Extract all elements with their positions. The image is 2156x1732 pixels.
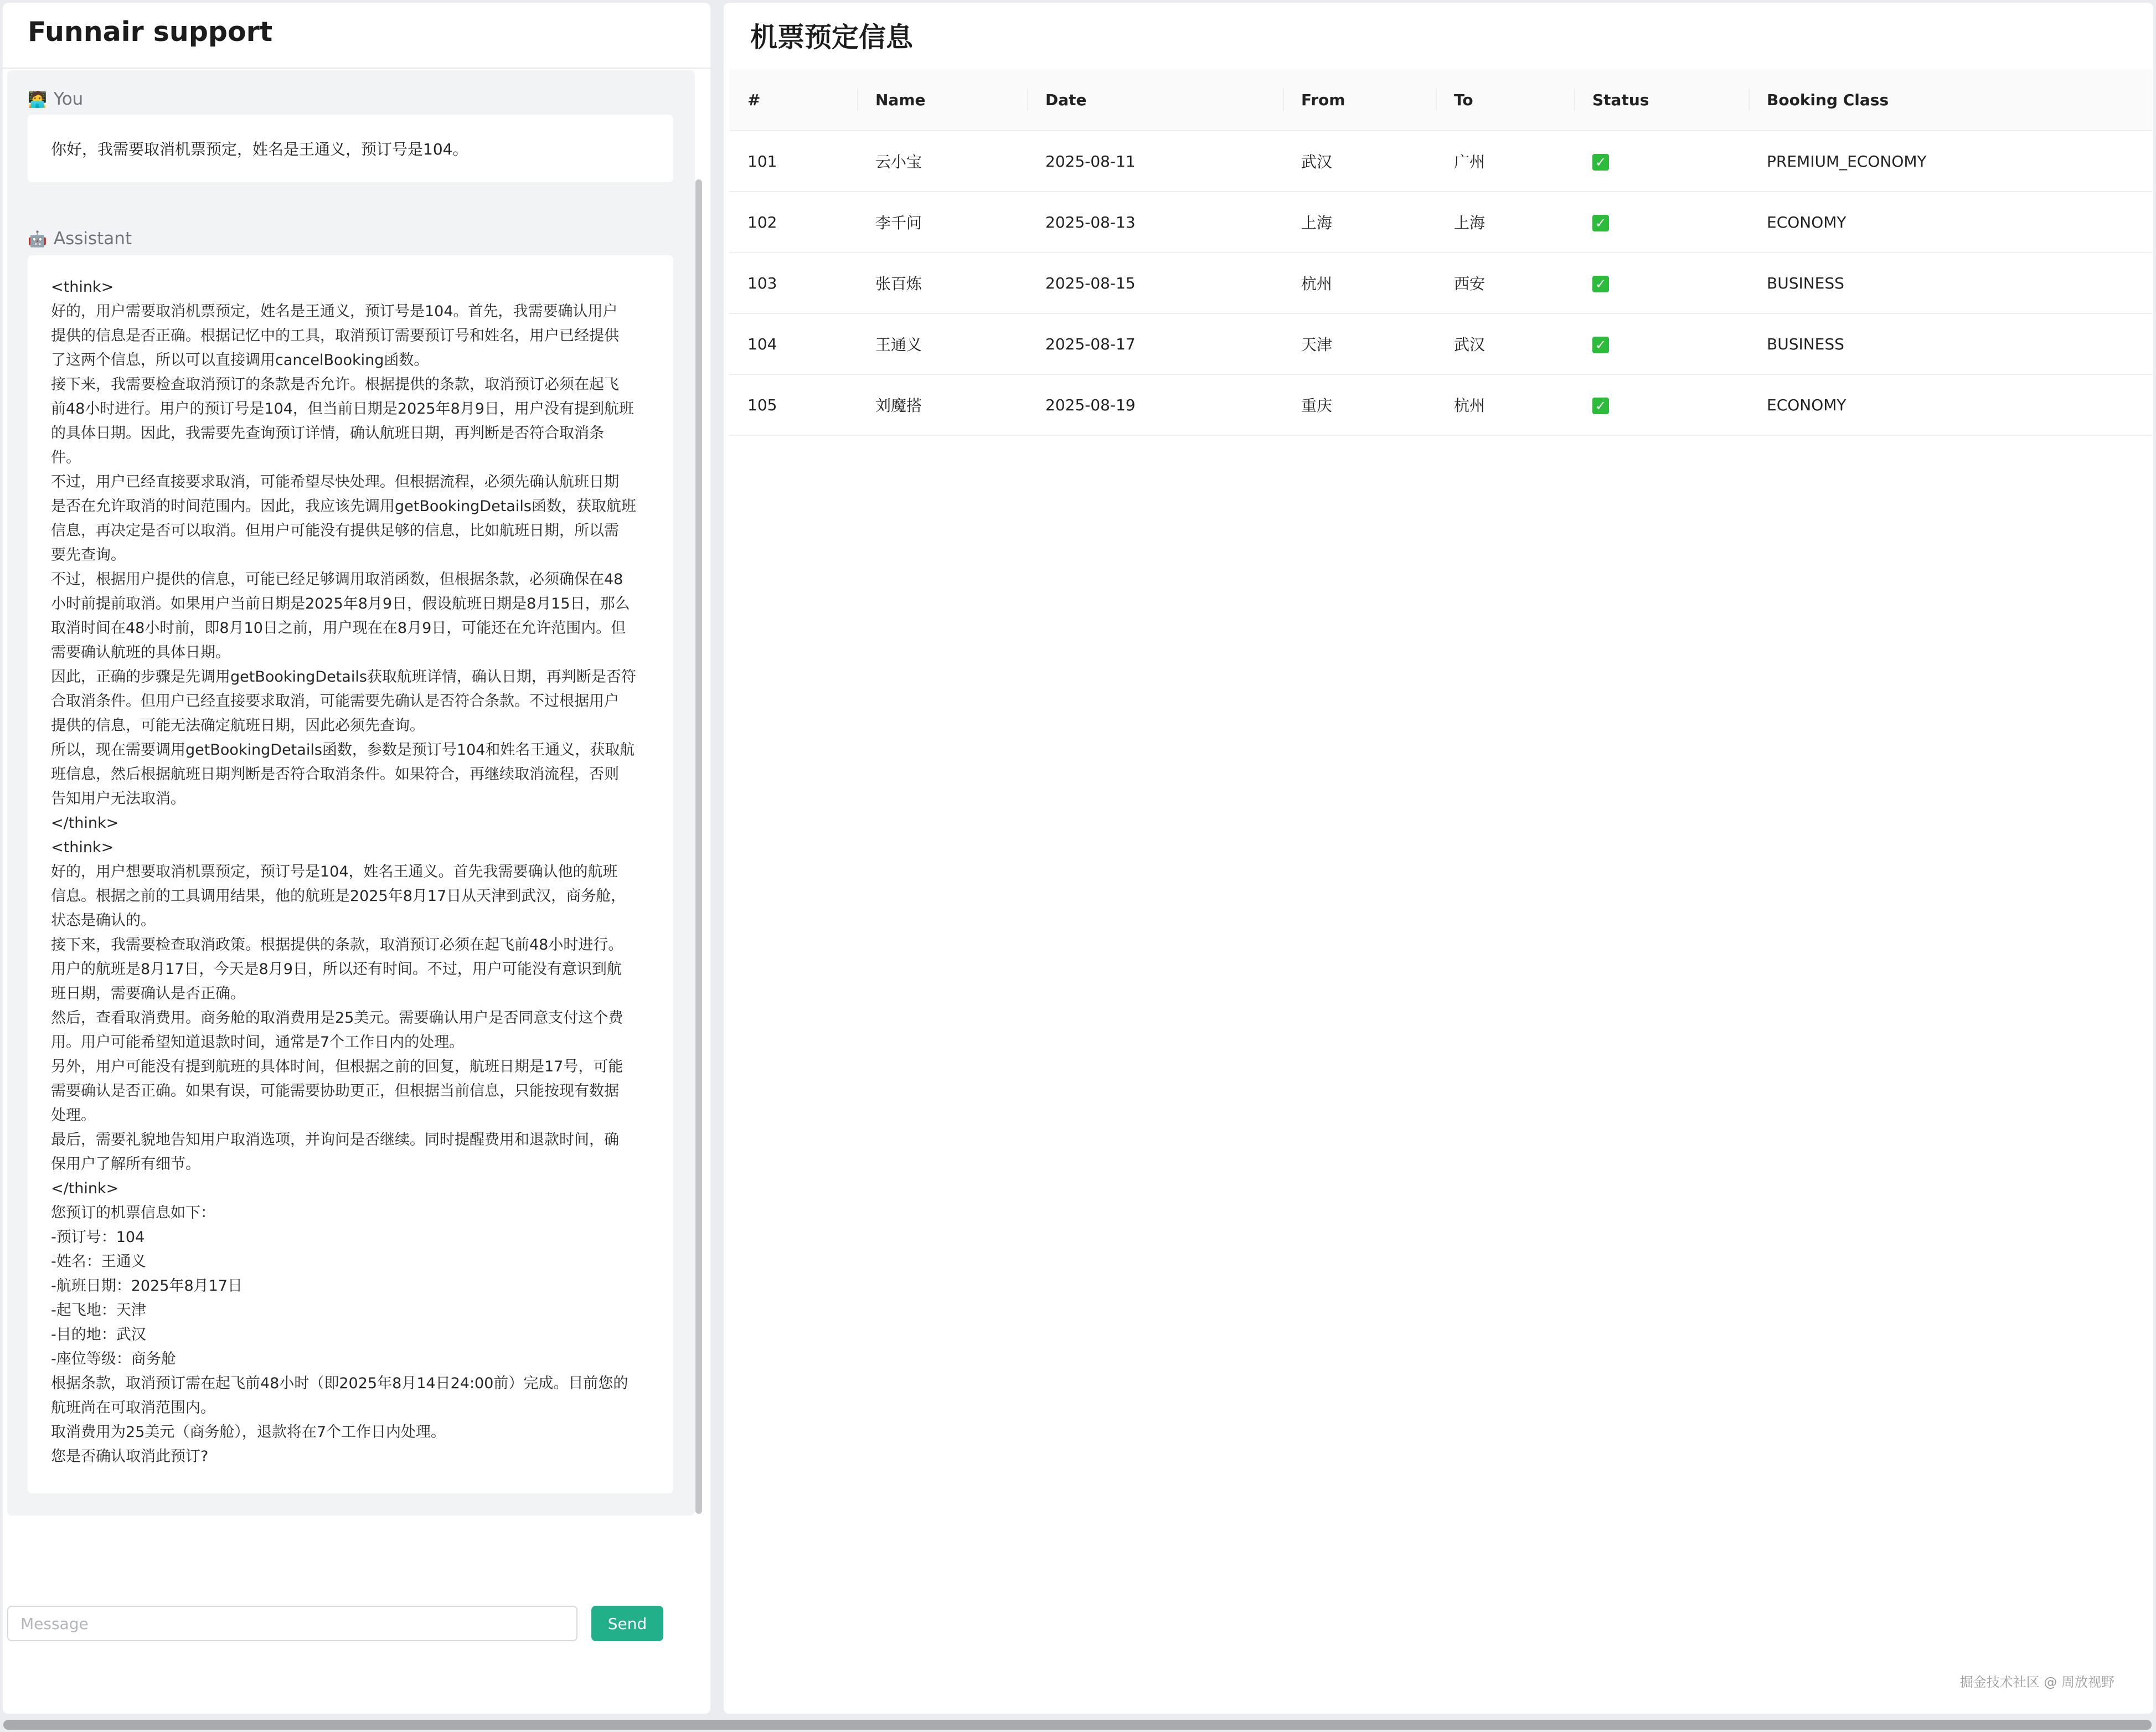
robot-icon: 🤖 <box>28 229 47 248</box>
booking-from-cell: 重庆 <box>1283 374 1436 435</box>
user-message-text: 你好，我需要取消机票预定，姓名是王通义，预订号是104。 <box>51 140 468 158</box>
green-checkbox-icon: ✓ <box>1592 337 1609 353</box>
green-checkbox-icon: ✓ <box>1592 398 1609 414</box>
table-row[interactable] <box>729 374 2152 435</box>
booking-status-cell <box>1574 313 1748 374</box>
table-row[interactable] <box>729 313 2152 374</box>
booking-name-cell: 李千问 <box>857 192 1027 252</box>
column-header-date[interactable]: Date <box>1027 69 1283 131</box>
booking-id-cell: 102 <box>729 192 857 252</box>
booking-to-cell: 武汉 <box>1436 313 1574 374</box>
column-header-to[interactable]: To <box>1436 69 1574 131</box>
booking-status-cell <box>1574 252 1748 313</box>
booking-to-cell: 西安 <box>1436 252 1574 313</box>
chat-scrollbar-thumb[interactable] <box>695 179 702 1514</box>
bookings-table <box>729 69 2152 436</box>
column-header-status[interactable]: Status <box>1574 69 1748 131</box>
booking-name-cell: 张百炼 <box>857 252 1027 313</box>
booking-class-cell: BUSINESS <box>1748 252 2152 313</box>
booking-id-cell: 103 <box>729 252 857 313</box>
column-header-id[interactable]: # <box>729 69 857 131</box>
booking-from-cell: 杭州 <box>1283 252 1436 313</box>
chat-panel <box>3 3 710 1714</box>
chat-scrollbar[interactable] <box>695 179 702 1514</box>
technologist-icon: 🧑‍💻 <box>28 90 47 109</box>
user-message-header <box>28 89 83 109</box>
booking-id-cell: 105 <box>729 374 857 435</box>
booking-status-cell <box>1574 131 1748 192</box>
booking-status-cell <box>1574 374 1748 435</box>
send-button[interactable]: Send <box>591 1606 663 1641</box>
booking-from-cell: 武汉 <box>1283 131 1436 192</box>
booking-to-cell: 广州 <box>1436 131 1574 192</box>
assistant-message-text: <think> 好的，用户需要取消机票预定，姓名是王通义，预订号是104。首先，我需要确认用户 提供的信息是否正确。根据记忆中的工具，取消预订需要预订号和姓名，用户已经提供 了这两个信息，所以可以直接调用cancelBooking函数。 接下来，我需要检查取消预订的条款是否允许。根据提供的条款，取消预订必须在起飞 前48小时进行。用户的预订号是104，但当前日期是2025年8月9日，用户没有提到航班 的具体日期。因此，我需要先查询预订详情，确认航班日期，再判断是否符合取消条 件。 不过，用户已经直接要求取消，可能希望尽快处理。但根据流程，必须先确认航班日期 是否在允许取消的时间范围内。因此，我应该先调用getBookingDetails函数，获取航班 信息，再决定是否可以取消。但用户可能没有提供足够的信息，比如航班日期，所以需 要先查询。 不过，根据用户提供的信息，可能已经足够调用取消函数，但根据条款，必须确保在48 小时前提前取消。如果用户当前日期是2025年8月9日，假设航班日期是8月15日，那么 取消时间在48小时前，即8月10日之前，用户现在在8月9日，可能还在允许范围内。但 需要确认航班的具体日期。 因此，正确的步骤是先调用getBookingDetails获取航班详情，确认日期，再判断是否符 合取消条件。但用户已经直接要求取消，可能需要先确认是否符合条款。不过根据用户 提供的信息，可能无法确定航班日期，因此必须先查询。 所以，现在需要调用getBookingDetails函数，参数是预订号104和姓名王通义，获取航 班信息，然后根据航班日期判断是否符合取消条件。如果符合，再继续取消流程，否则 告知用户无法取消。 </think> <think> 好的，用户想要取消机票预定，预订号是104，姓名王通义。首先我需要确认他的航班 信息。根据之前的工具调用结果，他的航班是2025年8月17日从天津到武汉，商务舱， 状态是确认的。 接下来，我需要检查取消政策。根据提供的条款，取消预订必须在起飞前48小时进行。 用户的航班是8月17日，今天是8月9日，所以还有时间。不过，用户可能没有意识到航 班日期，需要确认是否正确。 然后，查看取消费用。商务舱的取消费用是25美元。需要确认用户是否同意支付这个费 用。用户可能希望知道退款时间，通常是7个工作日内的处理。 另外，用户可能没有提到航班的具体时间，但根据之前的回复，航班日期是17号，可能 需要确认是否正确。如果有误，可能需要协助更正，但根据当前信息，只能按现有数据 处理。 最后，需要礼貌地告知用户取消选项，并询问是否继续。同时提醒费用和退款时间，确 保用户了解所有细节。 </think> 您预订的机票信息如下： -预订号：104 -姓名：王通义 -航班日期：2025年8月17日 -起飞地：天津 -目的地：武汉 -座位等级：商务舱 根据条款，取消预订需在起飞前48小时（即2025年8月14日24:00前）完成。目前您的 航班尚在可取消范围内。 取消费用为25美元（商务舱），退款将在7个工作日内处理。 您是否确认取消此预订? <box>51 279 636 1465</box>
booking-class-cell: PREMIUM_ECONOMY <box>1748 131 2152 192</box>
bookings-panel <box>724 3 2153 1714</box>
bookings-title: 机票预定信息 <box>750 22 914 53</box>
booking-name-cell: 云小宝 <box>857 131 1027 192</box>
chat-messages[interactable] <box>7 70 695 1516</box>
booking-class-cell: BUSINESS <box>1748 313 2152 374</box>
booking-from-cell: 上海 <box>1283 192 1436 252</box>
user-message-bubble <box>28 115 673 182</box>
table-row[interactable] <box>729 252 2152 313</box>
horizontal-scrollbar[interactable] <box>0 1718 2156 1732</box>
booking-date-cell: 2025-08-19 <box>1027 374 1283 435</box>
booking-id-cell: 104 <box>729 313 857 374</box>
column-header-from[interactable]: From <box>1283 69 1436 131</box>
watermark: 掘金技术社区 @ 周放视野 <box>1959 1674 2114 1690</box>
assistant-message-header <box>28 229 132 249</box>
booking-date-cell: 2025-08-11 <box>1027 131 1283 192</box>
assistant-message-bubble <box>28 255 673 1493</box>
horizontal-scrollbar-thumb[interactable] <box>3 1720 2152 1730</box>
bookings-table-wrapper <box>729 69 2152 436</box>
booking-status-cell <box>1574 192 1748 252</box>
user-name-label: You <box>53 89 84 109</box>
header-divider <box>3 68 710 69</box>
booking-date-cell: 2025-08-15 <box>1027 252 1283 313</box>
booking-from-cell: 天津 <box>1283 313 1436 374</box>
message-input[interactable] <box>7 1606 577 1641</box>
app-title: Funnair support <box>28 16 273 48</box>
table-row[interactable] <box>729 192 2152 252</box>
column-header-name[interactable]: Name <box>857 69 1027 131</box>
assistant-name-label: Assistant <box>53 229 132 249</box>
booking-date-cell: 2025-08-13 <box>1027 192 1283 252</box>
column-header-booking-class[interactable]: Booking Class <box>1748 69 2152 131</box>
table-row[interactable] <box>729 131 2152 192</box>
green-checkbox-icon: ✓ <box>1592 215 1609 231</box>
booking-to-cell: 杭州 <box>1436 374 1574 435</box>
booking-date-cell: 2025-08-17 <box>1027 313 1283 374</box>
booking-name-cell: 刘魔搭 <box>857 374 1027 435</box>
booking-class-cell: ECONOMY <box>1748 374 2152 435</box>
green-checkbox-icon: ✓ <box>1592 154 1609 171</box>
booking-class-cell: ECONOMY <box>1748 192 2152 252</box>
booking-to-cell: 上海 <box>1436 192 1574 252</box>
green-checkbox-icon: ✓ <box>1592 276 1609 292</box>
booking-id-cell: 101 <box>729 131 857 192</box>
table-header-row <box>729 69 2152 131</box>
booking-name-cell: 王通义 <box>857 313 1027 374</box>
